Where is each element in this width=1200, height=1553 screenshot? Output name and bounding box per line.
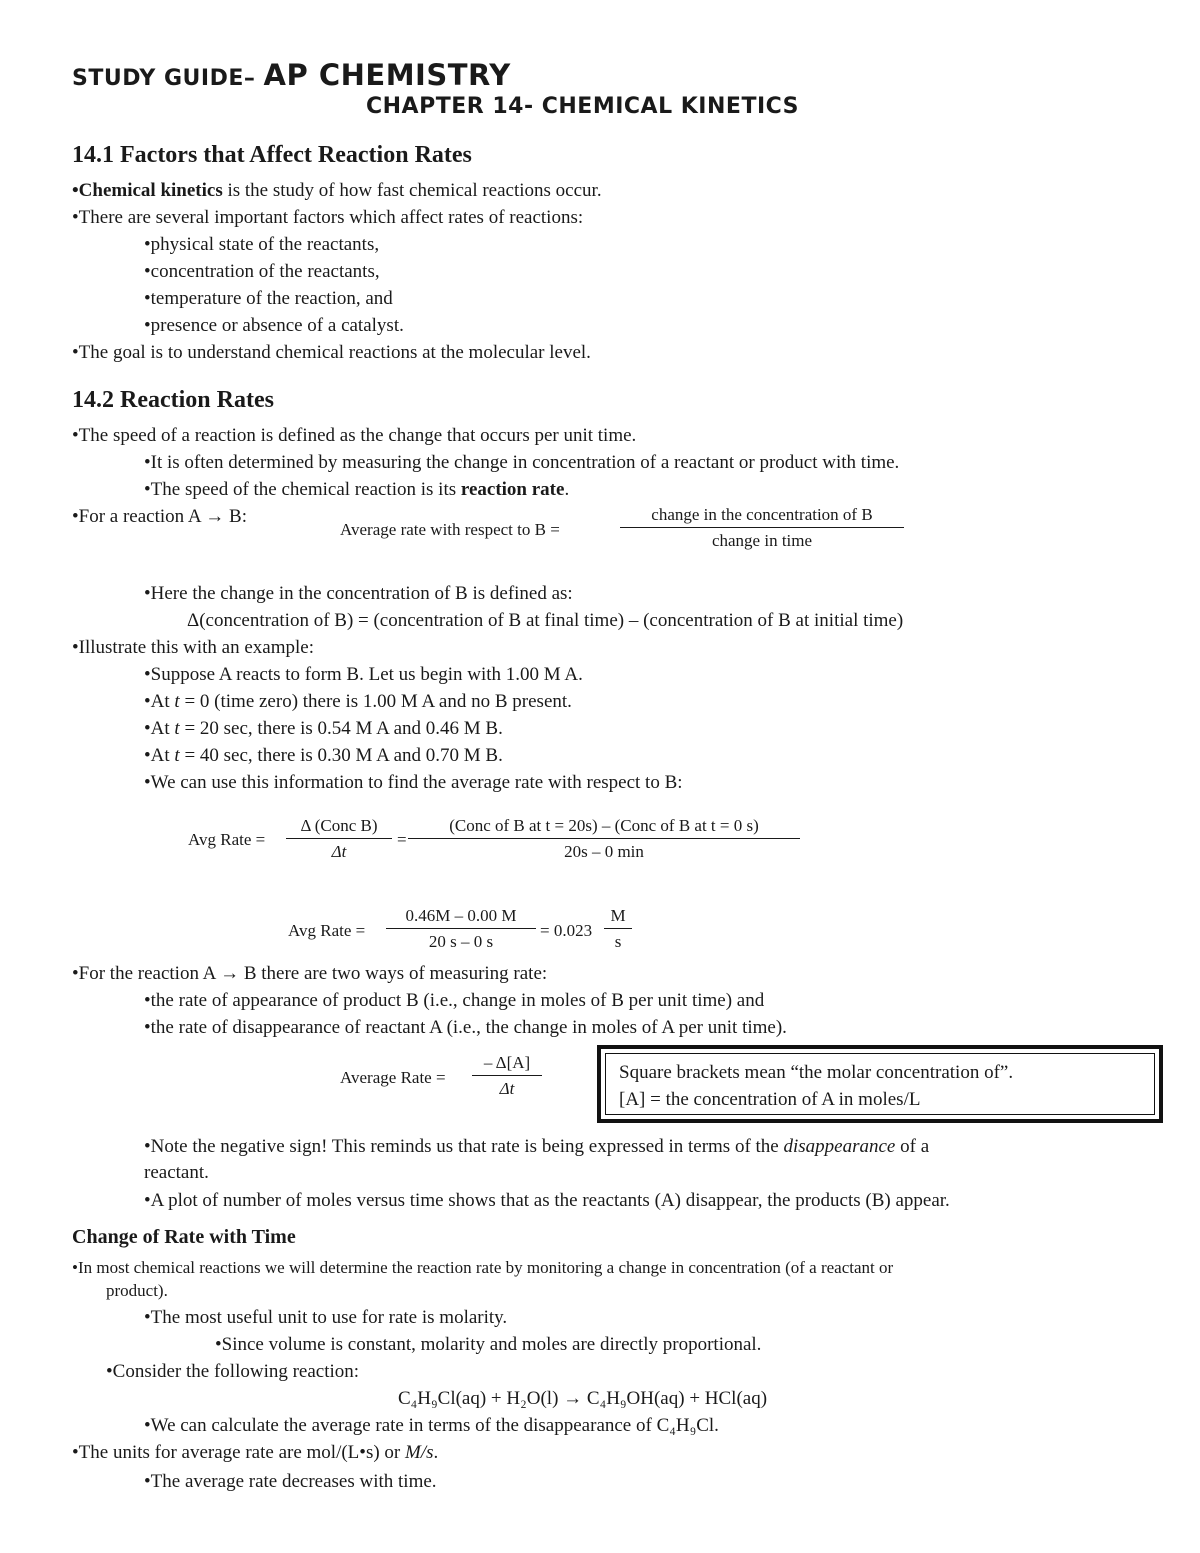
eq1-lhs: Average rate with respect to B = — [340, 520, 560, 539]
eq4-denominator: Δt — [499, 1079, 515, 1099]
negative-sign-post: of a — [895, 1136, 930, 1157]
eq4-numerator: – Δ[A] — [472, 1053, 542, 1076]
bullet-measuring-change: •It is often determined by measuring the change in concentration of a reactant or product with time. — [144, 452, 900, 473]
change-decreases: •The average rate decreases with time. — [144, 1471, 437, 1492]
note-plot-moles: •A plot of number of moles versus time shows that as the reactants (A) disappear, the products (B) appear. — [144, 1190, 950, 1211]
units-pre: •The units for average rate are mol/(L•s) or — [72, 1442, 405, 1463]
eq1-numerator: change in the concentration of B — [620, 505, 904, 528]
reaction-rate-pre: •The speed of the chemical reaction is its — [144, 479, 461, 500]
example-t40-pre: •At — [144, 745, 175, 766]
example-use-info: •We can use this information to find the average rate with respect to B: — [144, 772, 683, 793]
eq2-den2: 20s – 0 min — [564, 842, 644, 862]
eq3-fraction — [386, 906, 536, 953]
bullet-change-defined: •Here the change in the concentration of B is defined as: — [144, 583, 573, 604]
bullet-goal: •The goal is to understand chemical reactions at the molecular level. — [72, 342, 591, 363]
chapter-title — [366, 94, 799, 119]
note-line-1: Square brackets mean “the molar concentration of”. — [619, 1062, 1014, 1083]
title-main: AP CHEMISTRY — [263, 58, 511, 92]
example-t40-post: = 40 sec, there is 0.30 M A and 0.70 M B. — [179, 745, 503, 766]
factor-concentration: •concentration of the reactants, — [144, 261, 380, 282]
change-volume-constant: •Since volume is constant, molarity and moles are directly proportional. — [215, 1334, 762, 1355]
example-t0-var: t — [174, 691, 180, 712]
example-t0-post: = 0 (time zero) there is 1.00 M A and no B present. — [179, 691, 572, 712]
eq3-unit-num: M — [604, 906, 632, 929]
eq3-value: = 0.023 — [540, 921, 593, 940]
units-emphasis: M/s — [405, 1442, 434, 1463]
eq3-unit-den: s — [614, 932, 622, 952]
eq2-num1: Δ (Conc B) — [286, 816, 392, 839]
bullet-disappearance: •the rate of disappearance of reactant A (i.e., the change in moles of A per unit time). — [144, 1017, 787, 1038]
factor-temperature: •temperature of the reaction, and — [144, 288, 393, 309]
example-t20 — [144, 718, 503, 740]
eq2-fraction-2 — [408, 816, 800, 863]
note-negative-sign-cont: reactant. — [144, 1162, 209, 1183]
eq2-lhs: Avg Rate = — [188, 830, 266, 849]
factor-physical-state: •physical state of the reactants, — [144, 234, 380, 255]
kinetics-term: •Chemical kinetics — [72, 180, 223, 201]
eq4-fraction — [472, 1053, 542, 1100]
example-t0 — [144, 691, 572, 713]
example-t40 — [144, 745, 503, 767]
change-monitoring: •In most chemical reactions we will determine the reaction rate by monitoring a change in concentration (of a reactant or — [72, 1258, 894, 1277]
example-t40-var: t — [174, 745, 180, 766]
title-prefix: STUDY GUIDE– — [72, 66, 264, 91]
factor-catalyst: •presence or absence of a catalyst. — [144, 315, 404, 336]
note-line-2: [A] = the concentration of A in moles/L — [619, 1088, 921, 1110]
negative-sign-pre: •Note the negative sign! This reminds us that rate is being expressed in terms of the — [144, 1136, 784, 1157]
eq4-lhs: Average Rate = — [340, 1068, 446, 1087]
bullet-kinetics — [72, 180, 602, 202]
section-14-1-heading: 14.1 Factors that Affect Reaction Rates — [72, 142, 472, 168]
eq1-denominator: change in time — [711, 531, 813, 551]
example-t20-pre: •At — [144, 718, 175, 739]
bullet-reaction-rate — [144, 479, 569, 501]
change-units — [72, 1442, 438, 1464]
eq2-num2: (Conc of B at t = 20s) – (Conc of B at t = 0 s) — [408, 816, 800, 839]
chapter-prefix: CHAPTER 14- — [366, 94, 542, 119]
reaction-rate-term: reaction rate — [460, 479, 565, 500]
eq3-numerator: 0.46M – 0.00 M — [386, 906, 536, 929]
chapter-main: CHEMICAL KINETICS — [541, 94, 800, 119]
eq1-fraction — [620, 505, 904, 552]
example-t0-pre: •At — [144, 691, 175, 712]
square-brackets-note-box — [597, 1045, 1163, 1123]
change-molarity: •The most useful unit to use for rate is molarity. — [144, 1307, 508, 1328]
change-monitoring-cont: product). — [106, 1281, 168, 1300]
change-consider: •Consider the following reaction: — [106, 1361, 360, 1382]
example-t20-post: = 20 sec, there is 0.54 M A and 0.46 M B. — [179, 718, 503, 739]
eq2-equals: = — [397, 830, 407, 849]
change-calculate: •We can calculate the average rate in terms of the disappearance of C₄H₉Cl. — [144, 1415, 719, 1436]
page-title — [72, 58, 511, 92]
reaction-rate-post: . — [564, 479, 570, 500]
units-post: . — [433, 1442, 439, 1463]
bullet-reaction-a-b: •For a reaction A → B: — [72, 506, 247, 527]
eq3-lhs: Avg Rate = — [288, 921, 366, 940]
example-begin: •Suppose A reacts to form B. Let us begin with 1.00 M A. — [144, 664, 583, 685]
delta-definition: Δ(concentration of B) = (concentration of B at final time) – (concentration of B at initial time) — [187, 610, 904, 631]
example-t20-var: t — [174, 718, 180, 739]
bullet-speed-defined: •The speed of a reaction is defined as the change that occurs per unit time. — [72, 425, 637, 446]
bullet-illustrate: •Illustrate this with an example: — [72, 637, 314, 658]
eq3-denominator: 20 s – 0 s — [428, 932, 494, 952]
kinetics-definition: is the study of how fast chemical reactions occur. — [222, 180, 602, 201]
bullet-appearance: •the rate of appearance of product B (i.e., change in moles of B per unit time) and — [144, 990, 765, 1011]
negative-sign-emphasis: disappearance — [783, 1136, 896, 1157]
bullet-two-ways: •For the reaction A → B there are two ways of measuring rate: — [72, 963, 548, 984]
bullet-factors: •There are several important factors which affect rates of reactions: — [72, 207, 584, 228]
eq2-den1: Δt — [331, 842, 347, 862]
reaction-equation: C₄H₉Cl(aq) + H₂O(l) → C₄H₉OH(aq) + HCl(aq) — [398, 1388, 768, 1409]
eq3-units — [604, 906, 632, 953]
section-14-2-heading: 14.2 Reaction Rates — [72, 387, 274, 413]
note-negative-sign — [144, 1136, 929, 1158]
eq2-fraction-1 — [286, 816, 392, 863]
change-of-rate-heading: Change of Rate with Time — [72, 1226, 296, 1248]
